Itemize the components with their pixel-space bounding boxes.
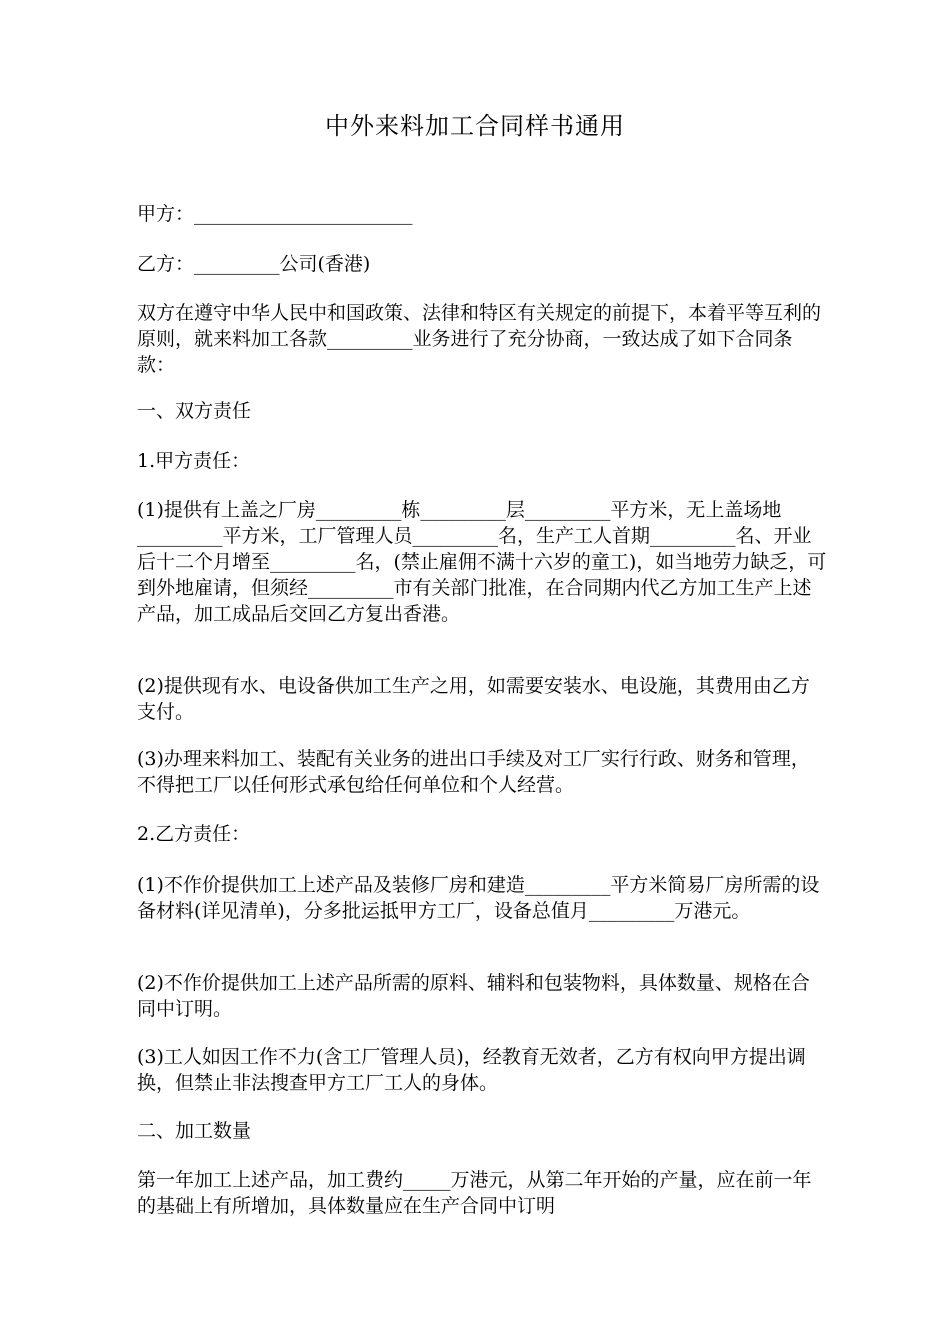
section-2-heading: 二、加工数量 (137, 1120, 252, 1142)
section-1-heading: 一、双方责任 (137, 400, 252, 422)
party-b-item-3: (3)工人如因工作不力(含工厂管理人员)，经教育无效者，乙方有权向甲方提出调换，但禁止非法搜查甲方工厂工人的身体。 (137, 1046, 806, 1094)
party-a-item-1: (1)提供有上盖之厂房_________栋_________层_________平方米，无上盖场地_________平方米，工厂管理人员_________名，生产工人首期_________名、开业后十二个月增至_________名，(禁止雇佣不满十六岁的童工)，如当地劳力缺乏，可到外地雇请，但须经_________市有关部门批准，在合同期内代乙方加工生产上述产品，加工成品后交回乙方复出香港。 (137, 499, 827, 625)
section-2-paragraph: 第一年加工上述产品，加工费约_____万港元，从第二年开始的产量，应在前一年的基础上有所增加，具体数量应在生产合同中订明 (137, 1169, 812, 1217)
party-b-item-2: (2)不作价提供加工上述产品所需的原料、辅料和包装物料，具体数量、规格在合同中订明。 (137, 972, 810, 1020)
party-a-item-3: (3)办理来料加工、装配有关业务的进出口手续及对工厂实行行政、财务和管理，不得把工厂以任何形式承包给任何单位和个人经营。 (137, 748, 810, 796)
party-a-line: 甲方：_______________________ (137, 203, 413, 225)
party-b-responsibility-heading: 2.乙方责任： (137, 823, 251, 845)
party-a-item-2: (2)提供现有水、电设备供加工生产之用，如需要安装水、电设施，其费用由乙方支付。 (137, 675, 810, 723)
party-b-item-1: (1)不作价提供加工上述产品及装修厂房和建造_________平方米简易厂房所需的设备材料(详见清单)，分多批运抵甲方工厂，设备总值月_________万港元。 (137, 874, 820, 922)
document-title: 中外来料加工合同样书通用 (325, 112, 625, 140)
party-b-line: 乙方：_________公司(香港) (137, 253, 371, 275)
intro-paragraph: 双方在遵守中华人民中和国政策、法律和特区有关规定的前提下，本着平等互利的原则，就来料加工各款_________业务进行了充分协商，一致达成了如下合同条款： (137, 302, 822, 376)
party-a-responsibility-heading: 1.甲方责任： (137, 450, 251, 472)
